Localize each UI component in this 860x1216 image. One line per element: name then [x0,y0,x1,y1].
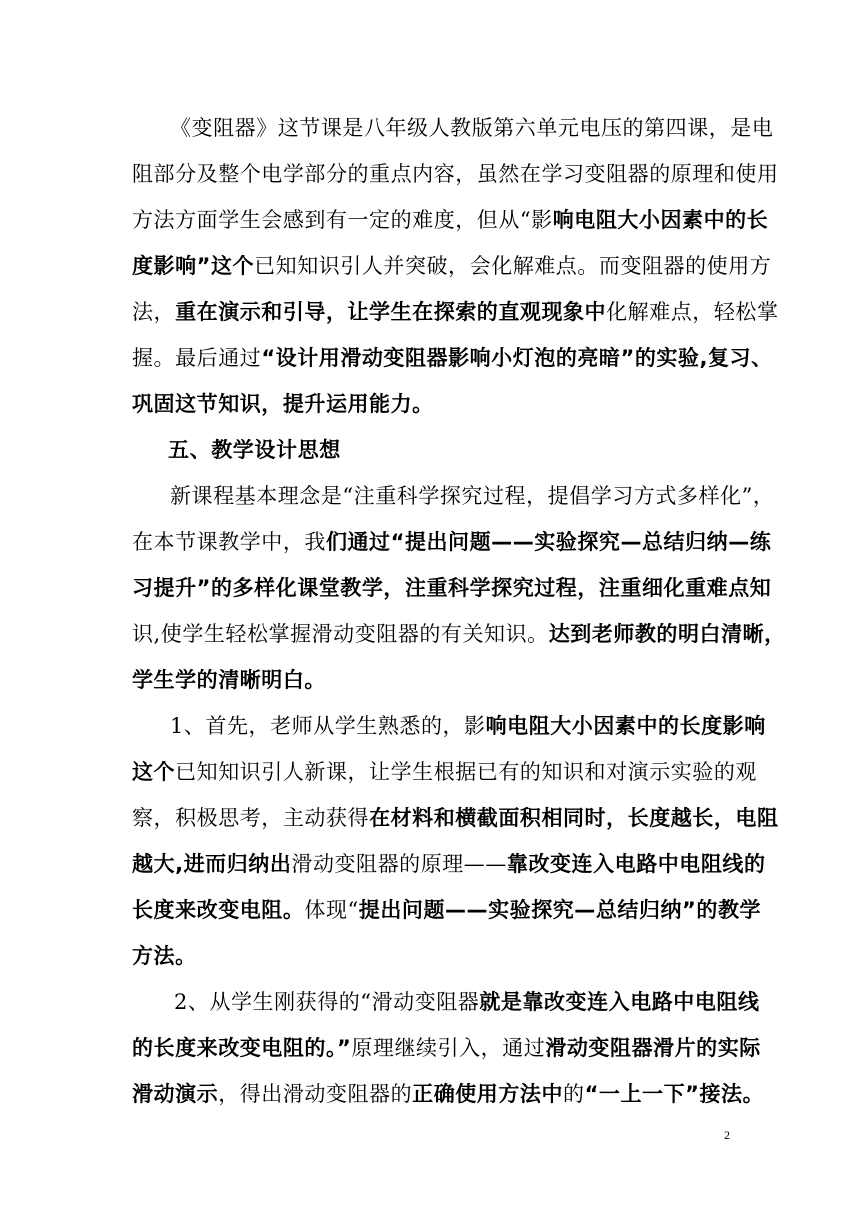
paragraph-line [132,662,732,698]
text-run: 2、从学生刚获得的“滑动变阻器 [174,990,480,1014]
paragraph-line [132,202,769,238]
text-run: 在本节课教学中，我 [132,530,326,554]
bold-text-run: 就是靠改变连入电路中电阻线 [479,990,760,1014]
text-run: 原理继续引入，通过 [351,1036,546,1060]
text-run: 滑动变阻器的原理—— [291,852,507,876]
paragraph-line [170,478,775,514]
bold-text-run: 长度来改变电阻。 [132,898,305,922]
text-run: 化解难点，轻松掌 [606,300,779,324]
bold-text-run: 度影响”这个 [132,254,255,278]
paragraph-line [174,984,760,1020]
text-run: 新课程基本理念是“注重科学探究过程，提倡学习方式多样化”， [170,484,775,508]
bold-text-run: 响电阻大小因素中的长 [552,208,769,232]
bold-text-run: 习提升”的多样化课堂教学，注重科学探究过程，注重细化重难点知 [132,576,772,600]
bold-text-run: “设计用滑动变阻器影响小灯泡的亮暗”的实验,复习、 [261,346,773,370]
text-run: 已知知识引人并突破，会化解难点。而变阻器的使用方 [254,254,772,278]
bold-text-run: 们通过“提出问题——实验探究—总结归纳—练 [325,530,772,554]
text-run: 的 [563,1082,585,1106]
bold-text-run: 响电阻大小因素中的长度影响 [485,714,766,738]
text-run: 方法方面学生会感到有一定的难度，但从“影 [132,208,553,232]
text-run: 握。最后通过 [132,346,262,370]
text-run: 《变阻器》这节课是八年级人教版第六单元电压的第四课，是电 [170,116,774,140]
bold-text-run: 巩固这节知识，提升运用能力。 [132,392,434,416]
bold-text-run: 提出问题——实验探究—总结归纳”的教学 [358,898,762,922]
text-run: 识,使学生轻松掌握滑动变阻器的有关知识。 [132,622,549,646]
bold-text-run: 靠改变连入电路中电阻线的 [506,852,766,876]
paragraph-line [132,1030,761,1066]
bold-text-run: 这个 [132,760,176,784]
text-run: 阻部分及整个电学部分的重点内容，虽然在学习变阻器的原理和使用 [132,162,779,186]
paragraph-line [132,294,779,330]
paragraph-line [132,1076,765,1112]
text-run: 体现“ [304,898,359,922]
bold-text-run: 达到老师教的明白清晰， [548,622,786,646]
paragraph-line [132,892,762,928]
paragraph-line [132,570,772,606]
paragraph-line [132,340,773,376]
paragraph-line [132,616,786,652]
paragraph-line [132,156,779,192]
bold-text-run: 重在演示和引导，让学生在探索的直观现象中 [175,300,607,324]
text-run: ，得出滑动变阻器的 [218,1082,413,1106]
paragraph-line [132,938,732,974]
bold-text-run: 滑动演示 [132,1082,219,1106]
paragraph-line [170,708,766,744]
paragraph-line [132,800,779,836]
bold-text-run: 的长度来改变电阻的。” [132,1036,352,1060]
bold-text-run: 学生学的清晰明白。 [132,668,326,692]
paragraph-line [132,386,732,422]
paragraph-line [132,524,772,560]
bold-text-run: 方法。 [132,944,197,968]
text-run: 察，积极思考，主动获得 [132,806,370,830]
text-run: 已知知识引人新课，让学生根据已有的知识和对演示实验的观 [175,760,757,784]
text-run: 法， [132,300,176,324]
bold-text-run: 正确使用方法中 [412,1082,564,1106]
paragraph-line [132,248,772,284]
page-number: 2 [724,1128,730,1142]
text-run: 1、首先，老师从学生熟悉的，影 [170,714,486,738]
bold-text-run: 越大,进而归纳出 [132,852,292,876]
paragraph-line [170,110,774,146]
bold-text-run: 在材料和横截面积相同时，长度越长，电阻 [369,806,779,830]
paragraph-line [132,754,757,790]
paragraph-line [132,846,766,882]
bold-text-run: 滑动变阻器滑片的实际 [545,1036,761,1060]
bold-text-run: “一上一下”接法。 [584,1082,765,1106]
section-heading: 五、教学设计思想 [168,438,341,462]
